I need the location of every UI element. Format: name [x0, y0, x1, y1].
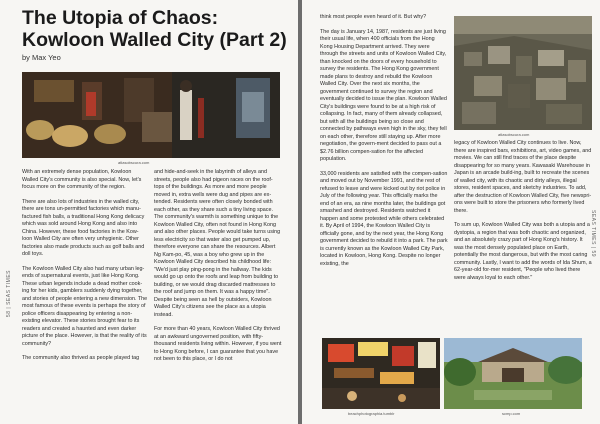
text-column-2	[154, 169, 282, 371]
paragraph: legacy of Kowloon Walled City continues to live. Now, there are inspired bars, exhibitions, art, video games, and movies. We can still find traces of the place despite disappearing for so many years. Kawasaki Warehouse in Japan is an arcade build-ing, built to recreate the scenes of walled city, with its chaotic and dirty alleys, illegal stores, resident spaces, and sketchy industries. To add, after the destruction of Kowloon Walled City, five newspri-ons were built to store the prisoners who formerly lived there.	[454, 140, 592, 214]
paragraph: think most people even heard of it. But why?	[320, 14, 427, 20]
page-number-left: 58 | SEAS TIMES	[6, 270, 12, 318]
right-page	[302, 0, 600, 424]
photo-credit: atlasobscura.com	[118, 160, 150, 165]
photo-food-factory-art	[22, 72, 280, 158]
article-title: The Utopia of Chaos: Kowloon Walled City (Part 2)	[22, 7, 287, 51]
photo-aerial-walled-city-art	[454, 16, 592, 130]
photo-walled-city-park	[444, 338, 582, 409]
photo-credit: atlasobscura.com	[498, 132, 530, 137]
photo-aerial-walled-city	[454, 16, 592, 130]
photo-food-factory	[22, 72, 280, 158]
paragraph: There are also lots of industries in the walled city, there are tons un-permitted factories which manu-factured fish balls, a traditional Hong Kong delicacy which was sold around Hong Kong and also into China. However, these food factories in the Kow-loon Walled City are often very unhygienic. Other factories also made products such as golf balls and doll toys.	[22, 198, 145, 257]
paragraph: For more than 40 years, Kowloon Walled City thrived at an awkward ungoverned position, with fifty-thousand residents living within. However, if you went to Hong Kong before, I can guarantee that you have not been to this place, or I do not	[154, 326, 282, 362]
text-column-4	[454, 140, 592, 289]
paragraph: To sum up, Kowloon Walled City was both a utopia and a dystopia, a region that was both chaotic and organized, and an absolutely crazy part of Hong Kong's history. It was the most densely populated place on Earth, potentially the most dangerous, but with the most caring community. Lastly, I want to add the words of Ida Shum, a 62-year-old for-mer resident, "People who lived there were always loyal to each other."	[454, 222, 592, 281]
left-page	[0, 0, 298, 424]
photo-walled-city-park-art	[444, 338, 582, 409]
text-column-3	[320, 14, 448, 275]
photo-credit: scmp.com	[502, 411, 521, 416]
paragraph: The community also thrived as people played tag	[22, 355, 140, 361]
paragraph: The day is January 14, 1987, residents are just living their usual life, when 400 officials from the Hong Kong Housing Department arrived. They were through the streets and units of Kowloon Walled City, than knocked on the doors of every household to survey the residents. The Hong Kong government made plans to destroy and rebuild the Kowloon Walled City. Over the next six months, the government continued to survey the region and eventually decided to issue the plan. Kowloon Walled City's buildings were found to be at a high risk of collapsing. In fact, many of them already collapsed, but with all the buildings being so close and connected by pathways even high in the sky, they fell on each other, therefore still staying up. After more negotiation, the govern-ment decided to pass out a $2.76 billion compen-sation for the affected population.	[320, 28, 447, 162]
paragraph: 33,000 residents are satisfied with the compen-sation and moved out by November 1991, and the rest of refused to leave and were kicked out by riot police in July of the following year. This officially marks the end of an era, as nine months later, the buildings got smashed and destroyed. Residents watched it happen and some protested while others celebrated it. By April of 1994, the Kowloon Walled City is officially gone, and by the next year, the Hong Kong government decided to rebuild it into a park. The park is currently known as the Kowloon Walled City Park, located in Kowloon, Hong Kong. Despite no longer existing, the	[320, 170, 448, 267]
page-number-right: SEAS TIMES | 59	[590, 210, 596, 258]
paragraph: With an extremely dense population, Kowloon Walled City's community is also special. Now, let's focus more on the community of the region.	[22, 169, 142, 190]
paragraph: The Kowloon Walled City also had many urban leg-ends of supernatural events, just like Hong Kong. These urban legends include a dead mother cook-ing for her kids, gamblers suddenly dying together, and stories of people entering a new dimension. The most famous of these events is perhaps the story of police officers disappearing by entering a non-existing elevator. These stories brought fear to its readers and created a haunted and even darker picture of the place. However, is that the reality of its community?	[22, 265, 148, 347]
text-column-1	[22, 169, 148, 370]
byline: by Max Yeo	[22, 53, 61, 62]
photo-street-signs	[322, 338, 440, 409]
photo-street-signs-art	[322, 338, 440, 409]
paragraph: and hide-and-seek in the labyrinth of alleys and streets, people also had pigeon races on the roof-tops of the buildings. As more and more people moved in, extra wells were dug and pipes are ex-tended. Residents were often closely bonded with each other, as they share such a tiny living space. The community's warmth is something unique to the Kowloon Walled City, often not found in Hong Kong and also other places. People would take turns using less electricity so that water also get pumped up, therefore everyone can share the resources. Albert Ng Kam-po, 45, was a boy who grew up in the Kowloon Walled City described his childhood life: "We'd just play ping-pong in the hallway. The kids would go up onto the roofs and leap from building to building, or we would drag discarded mattresses to the roof and jump on them. It was a happy time". Despite being seen as hell by outsiders, Kowloon Walled City's citizens see the place as a utopia instead.	[154, 169, 281, 318]
photo-credit: beachphotographia.tumblr	[348, 411, 395, 416]
